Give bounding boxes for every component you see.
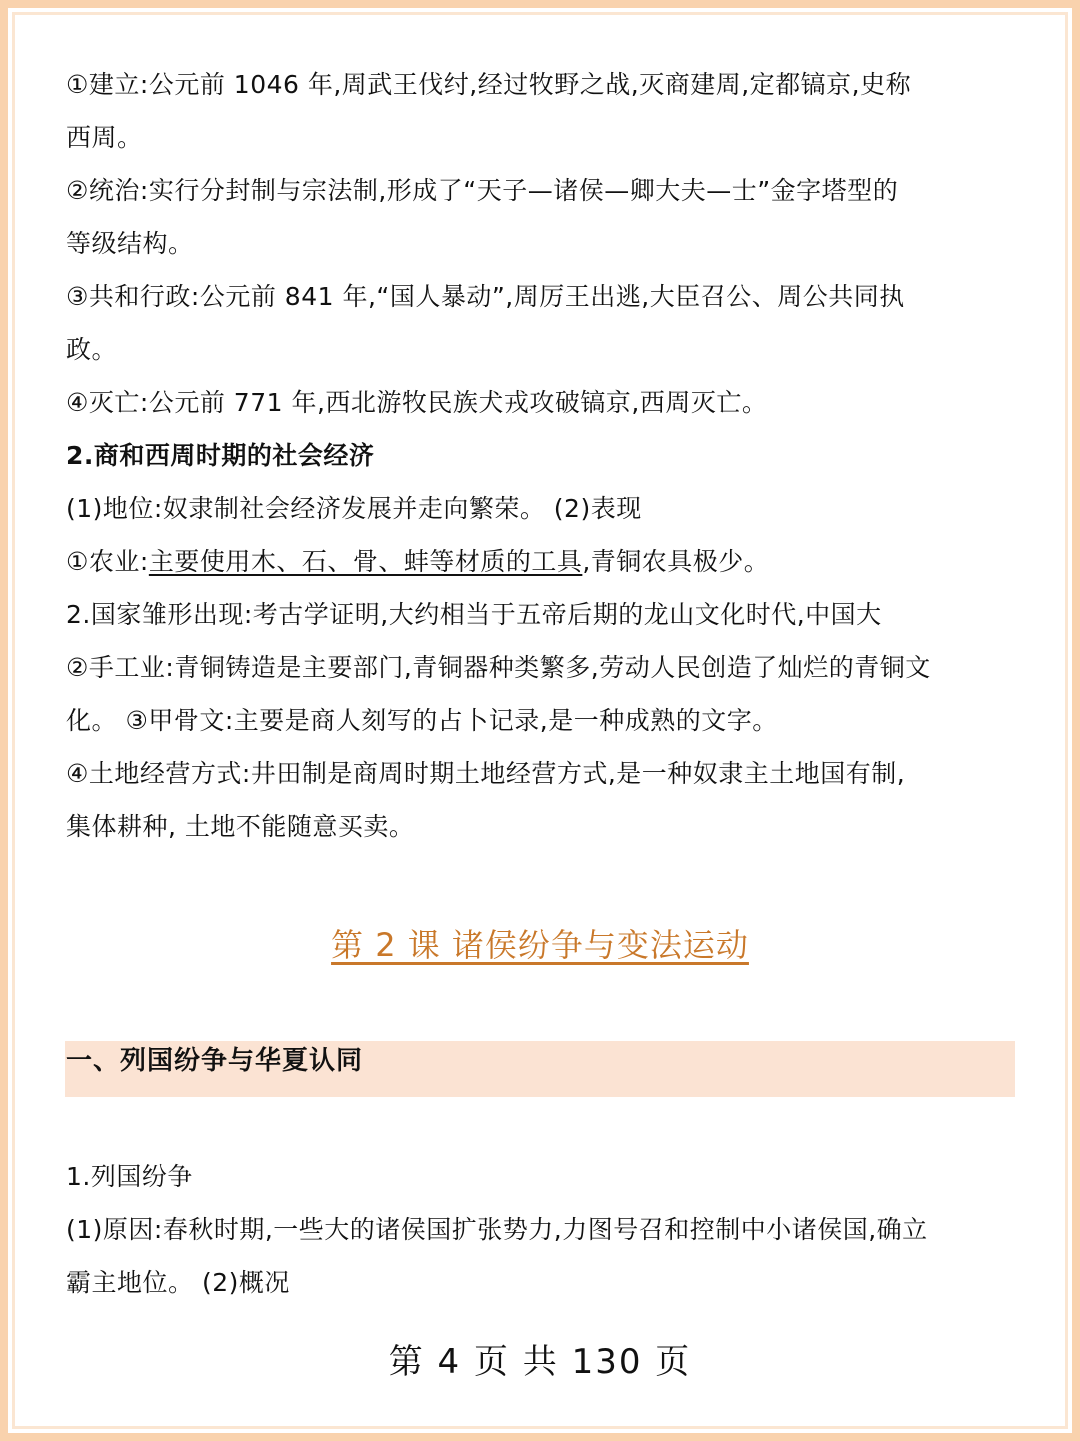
page-number: 第 4 页 共 130 页 — [388, 1342, 692, 1382]
sub-heading: 1.列国纷争 — [66, 1162, 193, 1191]
text-line: ③共和行政:公元前 841 年,“国人暴动”,周厉王出逃,大臣召公、周公共同执 — [66, 282, 905, 311]
agri-suffix: ,青铜农具极少。 — [582, 547, 770, 576]
main-text — [66, 58, 1016, 853]
text-line: 集体耕种, 土地不能随意买卖。 — [66, 812, 415, 841]
text-line: 政。 — [66, 335, 118, 364]
text-line: 2.国家雏形出现:考古学证明,大约相当于五帝后期的龙山文化时代,中国大 — [66, 600, 882, 629]
agri-underlined: 主要使用木、石、骨、蚌等材质的工具 — [148, 547, 583, 576]
text-line — [66, 535, 1016, 588]
sub-heading: 2.商和西周时期的社会经济 — [66, 441, 375, 470]
lesson-title — [0, 920, 1080, 966]
text-line: 等级结构。 — [66, 229, 194, 258]
text-line: ④灭亡:公元前 771 年,西北游牧民族犬戎攻破镐京,西周灭亡。 — [66, 388, 768, 417]
text-line: 霸主地位。 (2)概况 — [66, 1268, 290, 1297]
text-line: ②手工业:青铜铸造是主要部门,青铜器种类繁多,劳动人民创造了灿烂的青铜文 — [66, 653, 931, 682]
section-text — [66, 1150, 1016, 1309]
text-line: 化。 ③甲骨文:主要是商人刻写的占卜记录,是一种成熟的文字。 — [66, 706, 778, 735]
text-line: (1)原因:春秋时期,一些大的诸侯国扩张势力,力图号召和控制中小诸侯国,确立 — [66, 1215, 928, 1244]
text-line: ④土地经营方式:井田制是商周时期土地经营方式,是一种奴隶主土地国有制, — [66, 759, 906, 788]
lesson-title-text: 第 2 课 诸侯纷争与变法运动 — [331, 926, 749, 964]
text-line: ①建立:公元前 1046 年,周武王伐纣,经过牧野之战,灭商建周,定都镐京,史称 — [66, 70, 912, 99]
section-title: 一、列国纷争与华夏认同 — [66, 1046, 364, 1076]
text-line: ②统治:实行分封制与宗法制,形成了“天子—诸侯—卿大夫—士”金字塔型的 — [66, 176, 899, 205]
agri-label: ①农业: — [66, 547, 149, 576]
text-line: 西周。 — [66, 123, 143, 152]
text-line: (1)地位:奴隶制社会经济发展并走向繁荣。 (2)表现 — [66, 494, 642, 523]
